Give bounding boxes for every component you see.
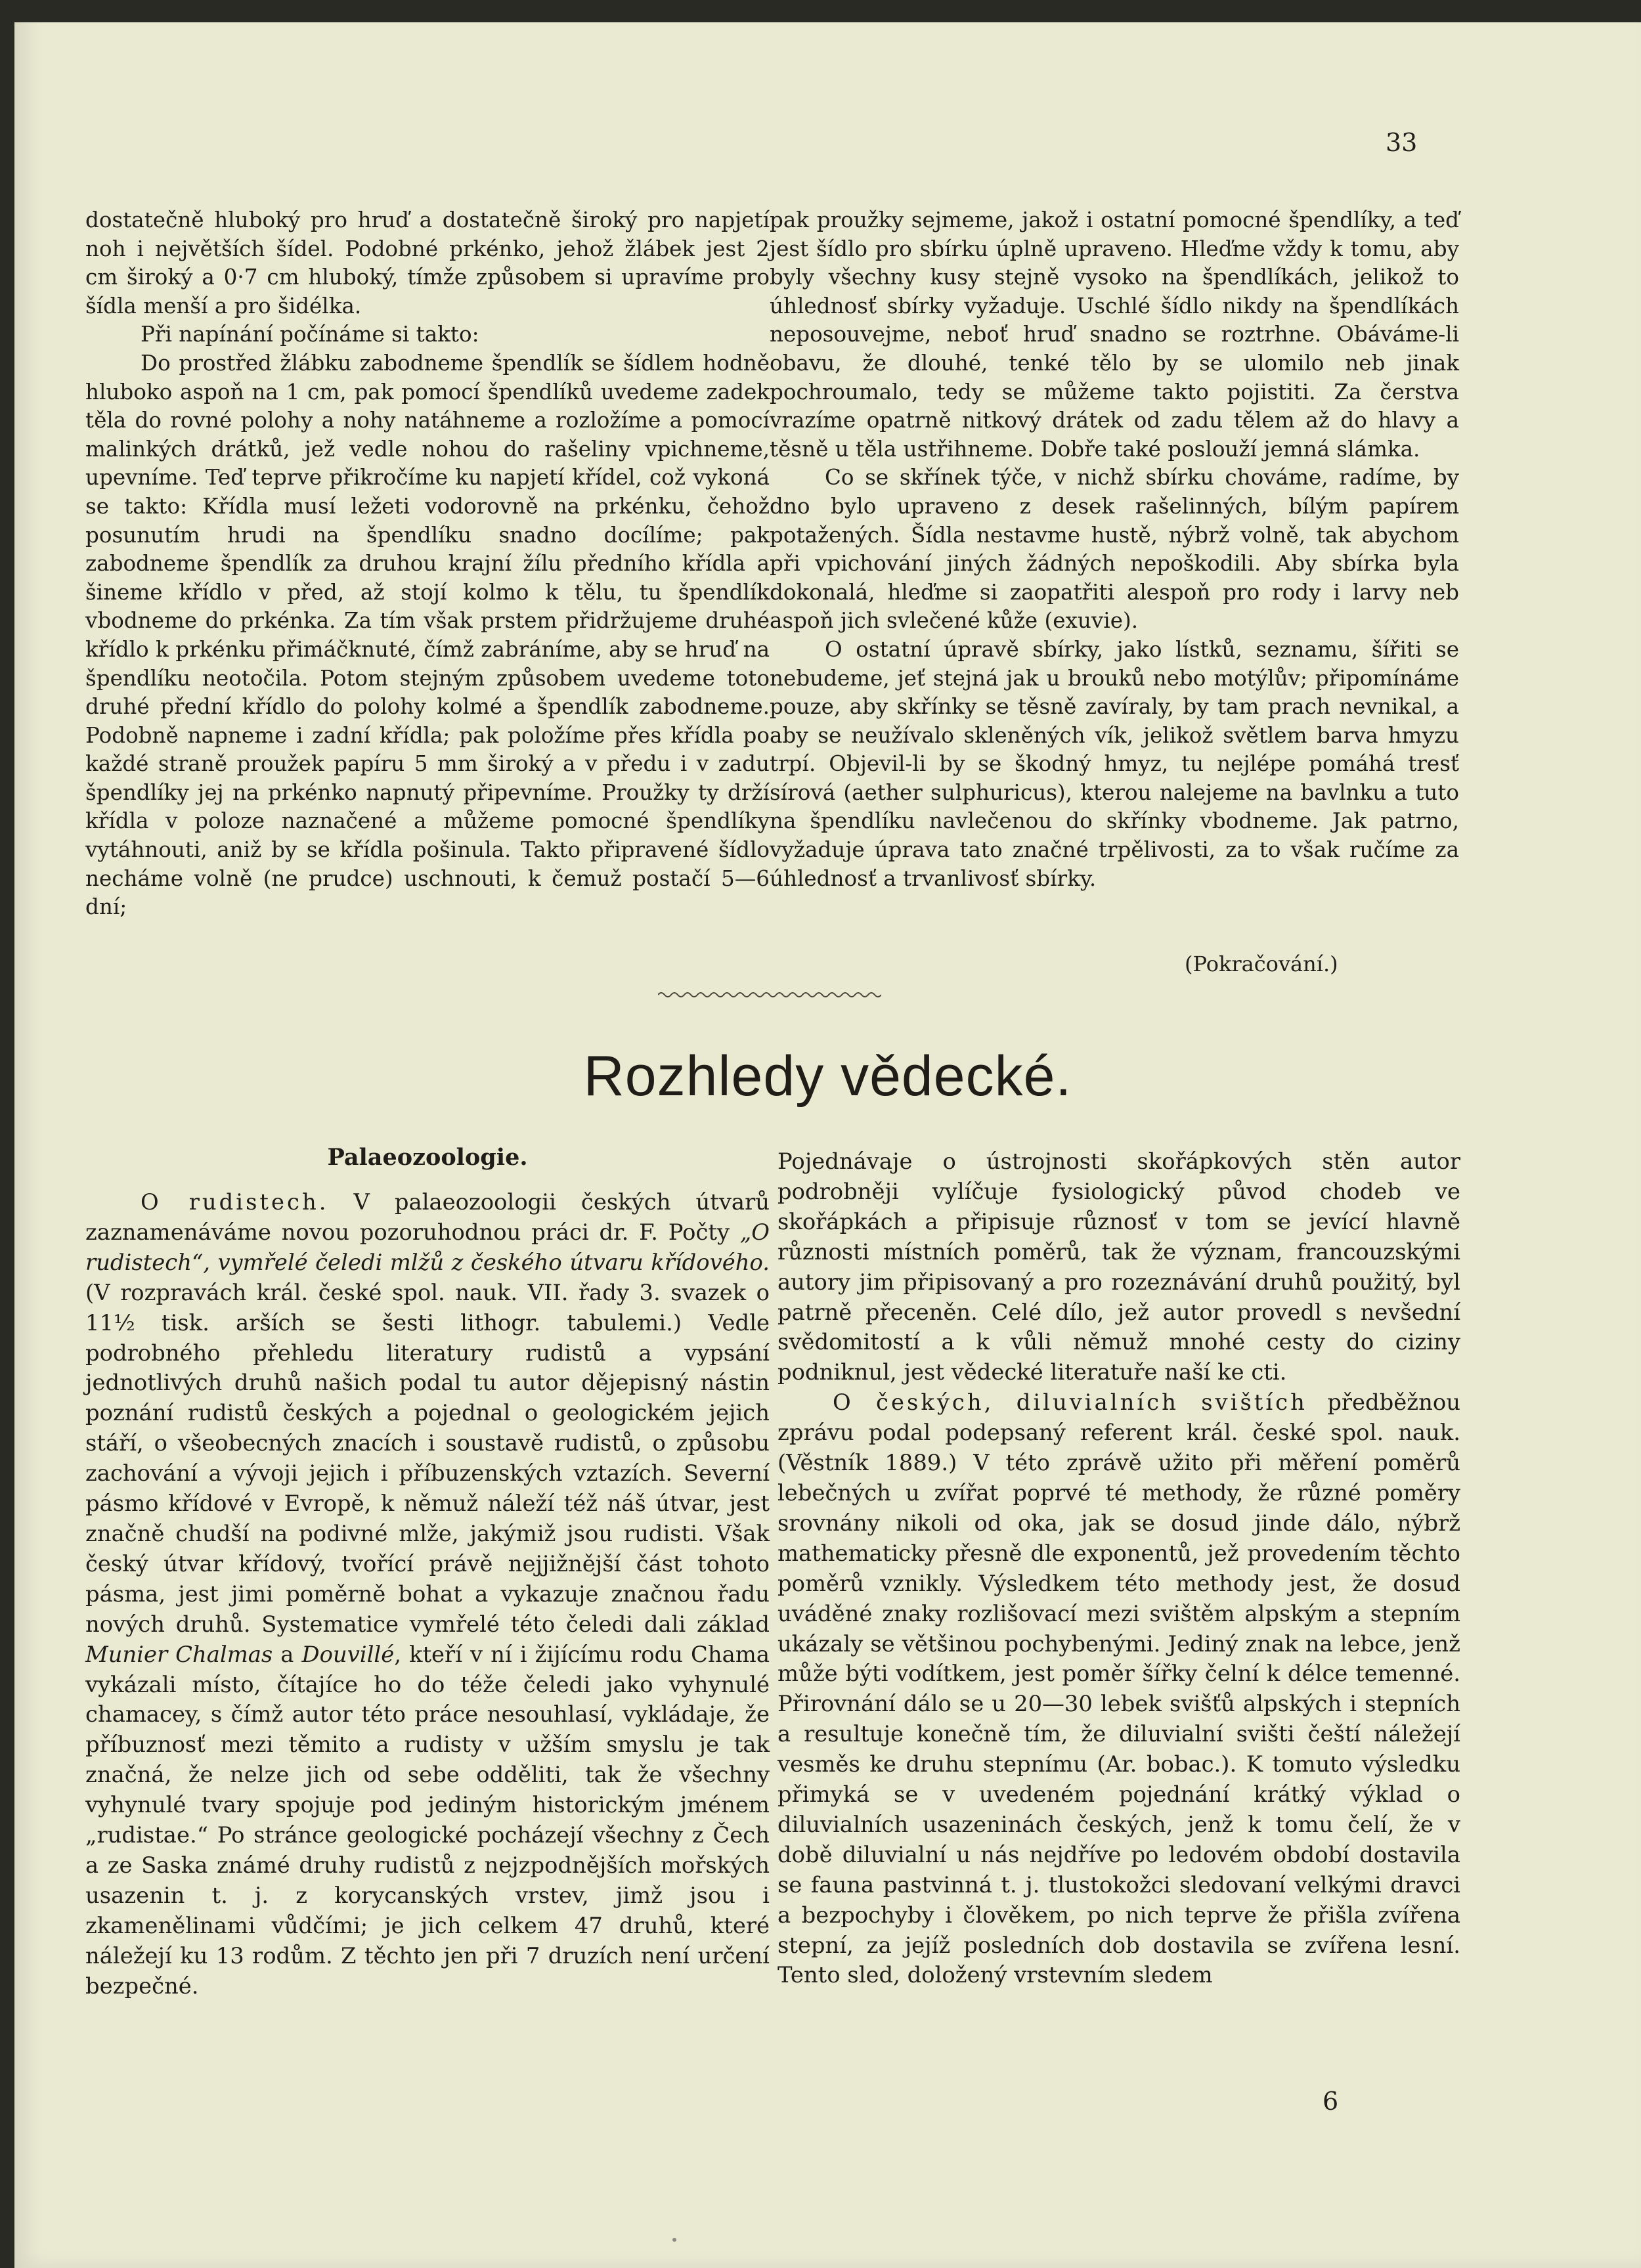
text-run: V palaeozoologii českých útvarů zaznamenáváme novou pozoruhodnou práci dr. F. Počty xyxy=(85,1189,770,1245)
paragraph: O ostatní úpravě sbírky, jako lístků, seznamu, šířiti se nebudeme, jeť stejná jak u brouků nebo motýlův; připomínáme pouze, aby skřínky se těsně zavíraly, by tam prach nevnikal, a aby se neužívalo skleněných vík, jelikož světlem barva hmyzu trpí. Objevil-li by se škodný hmyz, tu nejlépe pomáhá tresť sírová (aether sulphuricus), kterou nalejeme na bavlnku a tuto na špendlíku navlečenou do skřínky vbodneme. Jak patrno, vyžaduje úprava tato značné trpělivosti, za to však ručíme za úhlednosť a trvanlivosť sbírky. xyxy=(770,636,1459,891)
paragraph xyxy=(777,1387,1460,1990)
paragraph xyxy=(85,1187,770,2001)
author-name: Douvillé xyxy=(301,1641,395,1667)
text-run: , kteří v ní i žijícímu rodu Chama vykázali místo, čítajíce ho do téže čeledi jako vyhynulé chamacey, s čímž autor této práce nesouhlasí, vykládaje, že příbuznosť mezi těmito a rudisty v užším smyslu je tak značná, že nelze jich od sebe odděliti, tak že všechny vyhynulé tvary spojuje pod jediným historickým jménem „rudistae.“ Po stránce geologické pocházejí všechny z Čech a ze Saska známé druhy rudistů z nejzpodnějších mořských usazenin t. j. z korycanských vrstev, jimž jsou i zkamenělinami vůdčími; je jich celkem 47 druhů, které náležejí ku 13 rodům. Z těchto jen při 7 druzích není určení bezpečné. xyxy=(85,1641,770,1999)
page-number: 33 xyxy=(1386,128,1418,157)
upper-right-column xyxy=(770,206,1459,893)
paragraph: Do prostřed žlábku zabodneme špendlík se šídlem hodně hluboko aspoň na 1 cm, pak pomocí špendlíků uvedeme zadek těla do rovné polohy a nohy natáhneme a rozložíme a pomocí malinkých drátků, jež vedle nohou do rašeliny vpichneme, upevníme. Teď teprve přikročíme ku napjetí křídel, což vykoná se takto: Křídla musí ležeti vodorovně na prkénku, čehož posunutím hrudi na špendlíku snadno docílíme; pak zabodneme špendlík za druhou krajní žílu předního křídla a šineme křídlo v před, až stojí kolmo k tělu, tu špendlík vbodneme do prkénka. Za tím však prstem přidržujeme druhé křídlo k prkénku přimáčknuté, čímž zabráníme, aby se hruď na špendlíku neotočila. Potom stejným způsobem uvedeme toto druhé přední křídlo do polohy kolmé a špendlík zabodneme. Podobně napneme i zadní křídla; pak položíme přes křídla po každé straně proužek papíru 5 mm široký a v předu i v zadu špendlíky jej na prkénko napnutý připevníme. Proužky ty drží křídla v poloze naznačené a můžeme pomocné špendlíky vytáhnouti, aniž by se křídla pošinula. Takto připravené šídlo necháme volně (ne prudce) uschnouti, k čemuž postačí 5—6 dní; xyxy=(85,350,770,920)
paragraph: Co se skřínek týče, v nichž sbírku chováme, radíme, by dno bylo upraveno z desek rašelinných, bílým papírem potažených. Šídla nestavme hustě, nýbrž volně, tak abychom při vpichování jiných žádných nepoškodili. Aby sbírka byla dokonalá, hleďme si zaopatřiti alespoň pro rody i larvy neb aspoň jich svlečené kůže (exuvie). xyxy=(770,465,1459,634)
signature-number: 6 xyxy=(1323,2087,1339,2116)
paragraph: dostatečně hluboký pro hruď a dostatečně široký pro napjetí noh i největších šídel. Podobné prkénko, jehož žlábek jest 2 cm široký a 0·7 cm hluboký, tímže způsobem si upravíme pro šídla menší a pro šidélka. xyxy=(85,207,770,318)
wavy-divider xyxy=(658,990,881,999)
scan-speck xyxy=(672,2238,676,2242)
italic-title: „O rudistech“, vymřelé čeledi mlžů z českého útvaru křídového. xyxy=(85,1219,770,1275)
continuation-note: (Pokračování.) xyxy=(1185,951,1338,976)
scan-border xyxy=(14,0,1641,22)
lower-left-column xyxy=(85,1187,770,2001)
text-run: (V rozpravách král. české spol. nauk. VII. řady 3. svazek o 11½ tisk. arších se šesti lithogr. tabulemi.) Vedle podrobného přehledu literatury rudistů a vypsání jednotlivých druhů našich podal tu autor dějepisný nástin poznání rudistů českých a pojednal o geologickém jejich stáří, o všeobecných znacích i soustavě rudistů, o způsobu zachování a vývoji jejich i příbuzenských vztazích. Severní pásmo křídové v Evropě, k němuž náleží též náš útvar, jest značně chudší na podivné mlže, jakýmiž jsou rudisti. Však český útvar křídový, tvořící právě nejjižnější část tohoto pásma, jest jimi poměrně bohat a vykazuje značnou řadu nových druhů. Systematice vymřelé této čeledi dali základ xyxy=(85,1279,770,1637)
text-run: předběžnou zprávu podal podepsaný referent král. české spol. nauk. (Věstník 1889.) V této zprávě užito při měření poměrů lebečných u zvířat poprvé té methody, že různé poměry srovnány nikoli od oka, jak se dosud jinde dálo, nýbrž mathematicky přesně dle exponentů, jež provedením těchto poměrů vznikly. Výsledkem této methody jest, že dosud uváděné znaky rozlišovací mezi svištěm alpským a stepním ukázaly se většinou pochybenými. Jediný znak na lebce, jenž může býti vodítkem, jest poměr šířky čelní k délce temenné. Přirovnání dálo se u 20—30 lebek svišťů alpských i stepních a resultuje konečně tím, že diluvialní svišti čeští náležejí vesměs ke druhu stepnímu (Ar. bobac.). K tomuto výsledku přimyká se v uvedeném pojednání krátký výklad o diluvialních usazeninách českých, jenž k tomu čelí, že v době diluvialní u nás nejdříve po ledovém období dostavila se fauna pastvinná t. j. tlustokožci sledovaní velkými dravci a bezpochyby i člověkem, po nich teprve že přišla zvířena stepní, za jejíž posledních dob dostavila se zvířena lesní. Tento sled, doložený vrstevním sledem xyxy=(777,1389,1460,1988)
section-heading: Rozhledy vědecké. xyxy=(583,1045,1072,1108)
paragraph: pak proužky sejmeme, jakož i ostatní pomocné špendlíky, a teď jest šídlo pro sbírku úplně upraveno. Hleďme vždy k tomu, aby byly všechny kusy stejně vysoko na špendlíkách, jelikož to úhlednosť sbírky vyžaduje. Uschlé šídlo nikdy na špendlíkách neposouvejme, neboť hruď snadno se roztrhne. Obáváme-li obavu, že dlouhé, tenké tělo by se ulomilo neb jinak pochroumalo, tedy se můžeme takto pojistiti. Za čerstva vrazíme opatrně nitkový drátek od zadu tělem až do hlavy a těsně u těla ustřihneme. Dobře také poslouží jemná slámka. xyxy=(770,207,1459,462)
lead-term: O českých, diluvialních svištích xyxy=(833,1389,1307,1416)
paragraph: Pojednávaje o ústrojnosti skořápkových stěn autor podrobněji vylíčuje fysiologický původ chodeb ve skořápkách a připisuje různosť v tom se jevící hlavně různosti místních poměrů, tak že význam, francouzskými autory jim připisovaný a pro rozeznávání druhů použitý, byl patrně přeceněn. Celé dílo, jež autor provedl s nevšední svědomitostí a k vůli němuž mnohé cesty do ciziny podniknul, jest vědecké literatuře naší ke cti. xyxy=(777,1148,1460,1385)
subsection-title: Palaeozoologie. xyxy=(327,1144,528,1171)
upper-left-column xyxy=(85,206,770,922)
page xyxy=(14,0,1641,2268)
lower-right-column xyxy=(777,1146,1460,1990)
lead-term: O rudistech. xyxy=(141,1189,329,1215)
text-run: a xyxy=(273,1641,302,1667)
author-name: Munier Chalmas xyxy=(85,1641,273,1667)
paragraph: Při napínání počínáme si takto: xyxy=(141,322,479,347)
